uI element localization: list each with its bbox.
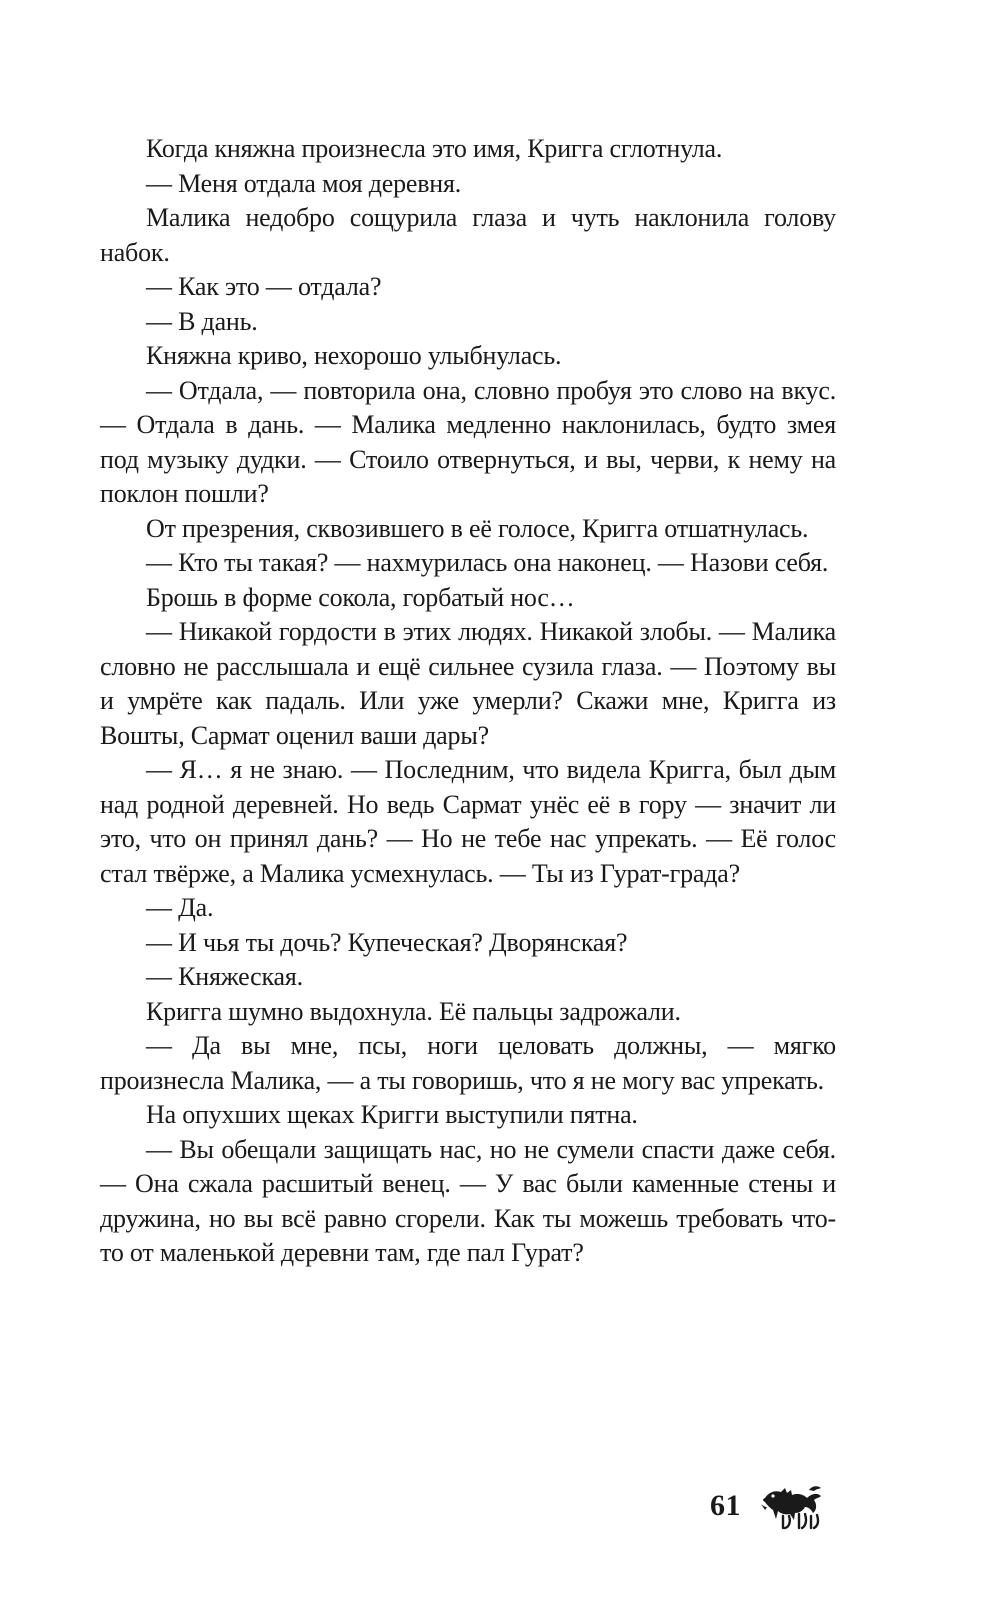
paragraph: Когда княжна произнесла это имя, Кригга сглотнула.	[146, 134, 723, 163]
paragraph: От презрения, сквозившего в её голосе, Кригга отшатнулась.	[146, 513, 809, 543]
paragraph: — Кто ты такая? — нахмурилась она наконец. — Назови себя.	[146, 548, 829, 577]
paragraph: — Да вы мне, псы, ноги целовать должны, — мягко произнесла Малика, — а ты говоришь, что я не могу вас упрекать.	[100, 1031, 836, 1095]
page-footer	[710, 1480, 827, 1532]
paragraph: — Как это — отдала?	[146, 272, 382, 301]
dragon-ornament-icon	[759, 1480, 827, 1532]
page-number: 61	[710, 1489, 741, 1522]
paragraph: Брошь в форме сокола, горбатый нос…	[146, 582, 575, 612]
paragraph: — В дань.	[146, 306, 258, 336]
paragraph: На опухших щеках Кригги выступили пятна.	[146, 1100, 638, 1129]
paragraph: — Я… я не знаю. — Последним, что видела Кригга, был дым над родной деревней. Но ведь Сармат унёс её в гору — значит ли это, что он принял дань? — Но не тебе нас упрекать. — Её голос стал твёрже, а Малика усмехнулась. — Ты из Гурат-града?	[100, 755, 836, 888]
paragraph: — И чья ты дочь? Купеческая? Дворянская?	[146, 927, 628, 957]
paragraph: Княжна криво, нехорошо улыбнулась.	[146, 341, 562, 370]
paragraph: Кригга шумно выдохнула. Её пальцы задрожали.	[146, 996, 681, 1026]
paragraph: — Да.	[146, 893, 214, 922]
paragraph: Малика недобро сощурила глаза и чуть наклонила голову набок.	[100, 203, 836, 267]
paragraph: — Вы обещали защищать нас, но не сумели спасти даже себя. — Она сжала расшитый венец. — У вас были каменные стены и дружина, но вы всё равно сгорели. Как ты можешь требовать что-то от маленькой деревни там, где пал Гурат?	[100, 1134, 836, 1267]
paragraph: — Меня отдала моя деревня.	[146, 168, 462, 198]
paragraph: — Отдала, — повторила она, словно пробуя это слово на вкус. — Отдала в дань. — Малика медленно наклонилась, будто змея под музыку дудки. — Стоило отвернуться, и вы, черви, к нему на поклон пошли?	[100, 375, 836, 508]
paragraph: — Княжеская.	[146, 962, 303, 991]
body-text	[100, 132, 836, 1271]
paragraph: — Никакой гордости в этих людях. Никакой злобы. — Малика словно не расслышала и ещё сильнее сузила глаза. — Поэтому вы и умрёте как падаль. Или уже умерли? Скажи мне, Кригга из Вошты, Сармат оценил ваши дары?	[100, 617, 836, 750]
